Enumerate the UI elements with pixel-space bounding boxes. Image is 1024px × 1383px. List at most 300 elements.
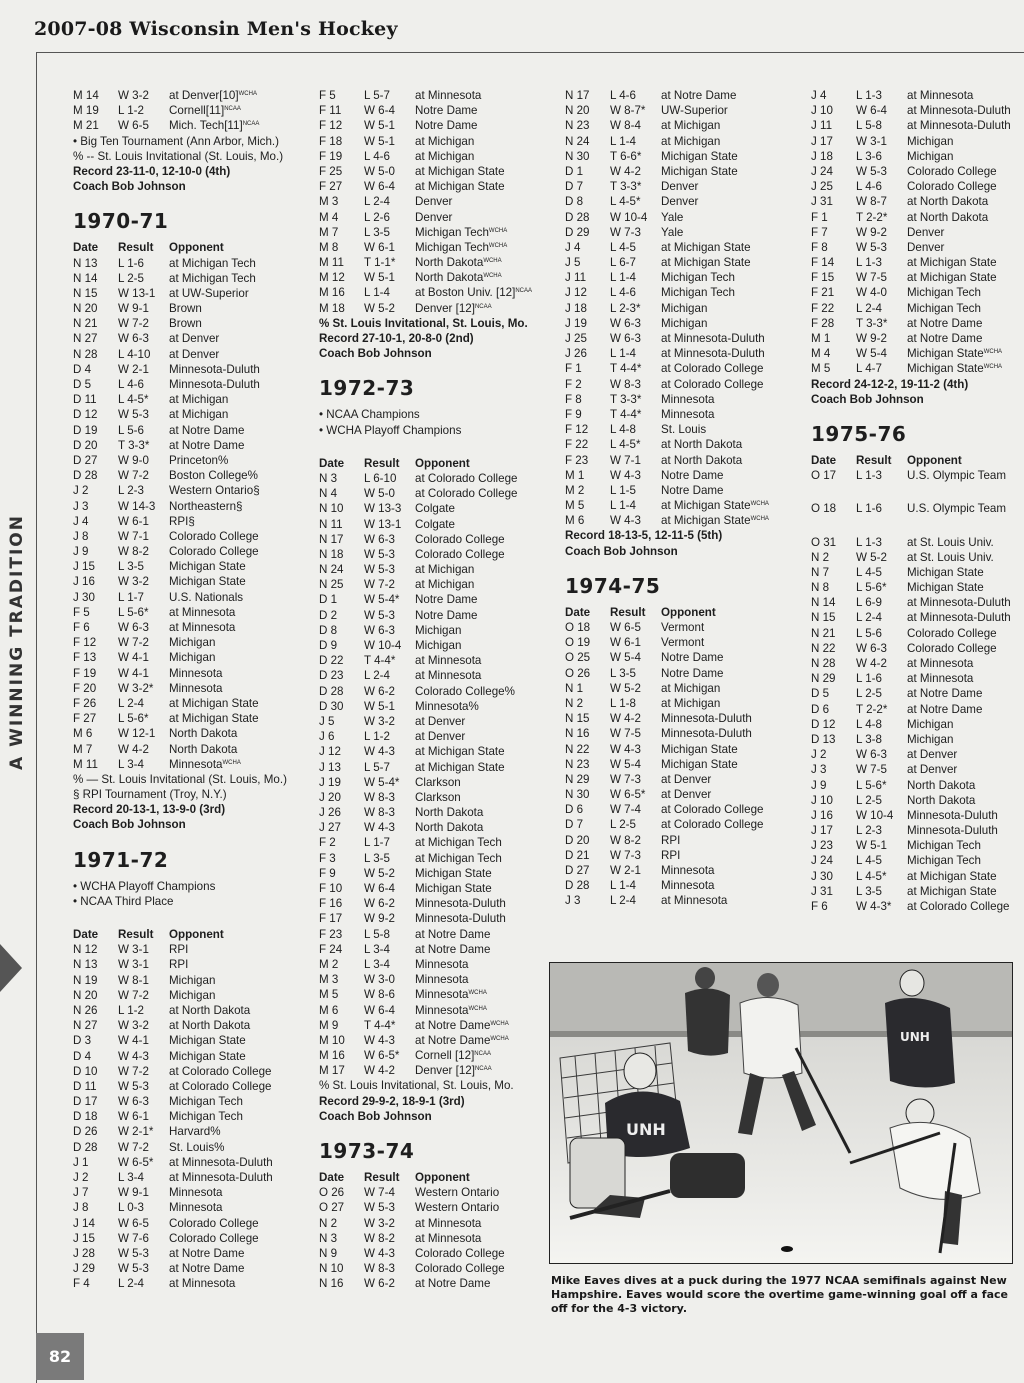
opponent-name: at Notre Dame xyxy=(415,1018,491,1032)
season-summary: Record 20-13-1, 13-9-0 (3rd) xyxy=(73,803,226,817)
game-result: W 6-2 xyxy=(364,897,395,911)
game-result: L 3-5 xyxy=(118,560,144,574)
game-row xyxy=(565,833,795,848)
season-summary: Record 18-13-5, 12-11-5 (5th) xyxy=(565,529,723,543)
game-opponent xyxy=(169,1276,235,1291)
game-row xyxy=(565,331,795,346)
game-date: D 26 xyxy=(73,1125,98,1139)
game-row xyxy=(565,696,795,711)
game-row xyxy=(73,407,303,422)
game-row xyxy=(73,1049,303,1064)
opponent-name: at Minnesota-Duluth xyxy=(907,119,1011,133)
game-row xyxy=(565,453,795,468)
game-result: T 4-4* xyxy=(610,407,642,421)
game-result: W 7-5 xyxy=(856,763,887,777)
game-row xyxy=(811,194,1021,209)
game-row xyxy=(73,1276,303,1291)
game-opponent xyxy=(661,483,724,498)
game-date: J 4 xyxy=(73,514,89,528)
game-row xyxy=(565,118,795,133)
game-result: W 5-2 xyxy=(610,681,641,695)
game-date: N 22 xyxy=(565,742,590,756)
game-date: F 3 xyxy=(319,851,336,865)
game-opponent xyxy=(415,1170,470,1185)
opponent-name: Michigan xyxy=(907,149,954,163)
game-opponent xyxy=(169,927,224,942)
game-opponent xyxy=(415,562,474,577)
game-result: W 6-3 xyxy=(610,332,641,345)
game-opponent xyxy=(661,149,738,164)
game-row xyxy=(319,927,549,942)
opponent-name: at Minnesota xyxy=(169,1277,236,1291)
opponent-name: Minnesota-Duluth xyxy=(169,362,260,376)
game-result: L 5-7 xyxy=(364,89,390,102)
opponent-name: at Minnesota-Duluth xyxy=(169,1171,273,1184)
game-opponent xyxy=(415,653,481,668)
game-result: W 8-3 xyxy=(610,377,641,391)
game-row xyxy=(319,194,549,209)
opponent-name: at Notre Dame xyxy=(415,927,491,941)
game-opponent xyxy=(661,422,706,437)
game-date: M 4 xyxy=(319,210,339,224)
game-opponent xyxy=(169,605,235,620)
game-row xyxy=(811,793,1021,808)
opponent-name: Opponent xyxy=(415,456,470,470)
game-row xyxy=(811,149,1021,164)
game-date: N 27 xyxy=(73,332,98,346)
opponent-name: at Minnesota xyxy=(169,621,236,634)
game-opponent xyxy=(415,1048,491,1063)
game-result: L 4-5* xyxy=(856,869,887,883)
game-tag: WCHA xyxy=(483,273,502,280)
game-opponent xyxy=(907,550,994,565)
game-date: F 19 xyxy=(319,149,343,163)
opponent-name: St. Louis xyxy=(661,423,707,437)
game-opponent xyxy=(907,869,997,884)
game-opponent xyxy=(415,820,483,835)
opponent-name: North Dakota xyxy=(169,727,238,741)
game-date: J 8 xyxy=(73,1201,89,1215)
game-row xyxy=(811,240,1021,255)
game-result: W 5-2 xyxy=(856,550,887,564)
game-result: W 6-3 xyxy=(610,316,641,330)
opponent-name: Western Ontario xyxy=(415,1201,500,1215)
game-row xyxy=(319,1185,549,1200)
opponent-name: at Minnesota xyxy=(907,657,974,670)
game-row xyxy=(811,869,1021,884)
game-opponent xyxy=(907,240,944,255)
game-date: J 10 xyxy=(811,793,833,807)
game-row xyxy=(565,88,795,103)
game-row xyxy=(319,729,549,744)
game-opponent xyxy=(907,808,998,823)
season-note: % St. Louis Invitational, St. Louis, Mo. xyxy=(319,1079,514,1093)
game-result: L 1-4 xyxy=(610,499,636,513)
season-summary: Record 24-12-2, 19-11-2 (4th) xyxy=(811,377,969,391)
game-result: W 13-1 xyxy=(118,286,156,300)
game-row xyxy=(73,1261,303,1276)
game-opponent xyxy=(169,1216,259,1231)
opponent-name: at Michigan State xyxy=(169,712,259,726)
game-result: L 6-10 xyxy=(364,471,397,485)
season-heading: 1971-72 xyxy=(73,847,169,872)
game-date: J 23 xyxy=(811,839,833,853)
opponent-name: at Michigan Tech xyxy=(415,851,502,865)
game-result: L 2-4 xyxy=(118,696,144,710)
game-opponent xyxy=(169,1033,246,1048)
game-result: L 5-7 xyxy=(364,760,390,774)
game-opponent xyxy=(661,225,683,240)
opponent-name: at Michigan State xyxy=(907,869,997,883)
game-row xyxy=(811,501,1021,516)
game-result: L 1-7 xyxy=(364,836,390,850)
game-date: F 17 xyxy=(319,912,343,926)
game-opponent xyxy=(907,225,944,240)
game-result: W 4-3 xyxy=(118,1049,149,1063)
game-opponent xyxy=(661,696,720,711)
season-summary: Record 27-10-1, 20-8-0 (2nd) xyxy=(319,332,474,345)
game-date: D 22 xyxy=(319,654,344,668)
game-row xyxy=(73,88,303,103)
opponent-name: Notre Dame xyxy=(661,468,724,482)
game-opponent xyxy=(169,544,259,559)
game-date: J 24 xyxy=(811,854,833,868)
game-date: J 25 xyxy=(565,332,587,345)
game-opponent xyxy=(415,911,506,926)
game-date: J 1 xyxy=(73,1155,89,1169)
opponent-name: at North Dakota xyxy=(661,438,743,452)
game-date: M 19 xyxy=(73,104,99,118)
game-opponent xyxy=(907,194,988,209)
game-opponent xyxy=(661,453,742,468)
game-opponent xyxy=(169,559,246,574)
game-result: L 2-5 xyxy=(856,687,882,701)
game-date: N 23 xyxy=(565,757,590,771)
season-summary: Coach Bob Johnson xyxy=(565,544,678,558)
game-date: J 31 xyxy=(811,884,833,898)
opponent-name: Michigan State xyxy=(415,882,492,895)
opponent-name: North Dakota xyxy=(907,778,976,792)
game-opponent xyxy=(169,1231,259,1246)
game-date: J 15 xyxy=(73,1231,95,1245)
game-opponent xyxy=(907,565,984,580)
game-date: N 30 xyxy=(565,788,590,802)
game-tag: WCHA xyxy=(238,91,257,97)
game-row xyxy=(565,255,795,270)
game-row xyxy=(565,483,795,498)
game-result: W 8-2 xyxy=(118,545,149,559)
game-opponent xyxy=(169,1003,250,1018)
game-opponent xyxy=(169,118,259,133)
game-result: L 1-4 xyxy=(364,286,390,300)
game-result: W 7-5 xyxy=(856,271,887,285)
game-result: Result xyxy=(118,241,154,255)
game-opponent xyxy=(415,592,478,607)
game-date: J 9 xyxy=(73,545,89,559)
game-result: W 3-0 xyxy=(364,973,395,987)
game-result: W 6-4 xyxy=(856,104,887,118)
game-date: D 2 xyxy=(319,608,338,622)
game-opponent xyxy=(661,210,683,225)
opponent-name: at Notre Dame xyxy=(907,332,983,345)
game-opponent xyxy=(169,453,228,468)
season-heading: 1975-76 xyxy=(811,421,907,446)
game-row xyxy=(565,666,795,681)
game-row xyxy=(811,762,1021,777)
game-opponent xyxy=(169,392,228,407)
opponent-name: Notre Dame xyxy=(415,608,478,622)
game-opponent xyxy=(169,681,223,696)
game-date: Date xyxy=(73,928,99,941)
game-result: L 5-6 xyxy=(856,626,882,640)
game-row xyxy=(319,714,549,729)
game-opponent xyxy=(907,778,975,793)
game-row xyxy=(319,562,549,577)
opponent-name: Michigan State xyxy=(415,866,492,880)
game-row xyxy=(319,240,549,255)
game-row xyxy=(73,483,303,498)
opponent-name: Harvard% xyxy=(169,1125,221,1139)
game-date: D 5 xyxy=(73,378,92,391)
game-result: W 3-2 xyxy=(118,1019,149,1033)
game-opponent xyxy=(415,729,465,744)
game-row xyxy=(319,285,549,300)
game-opponent xyxy=(169,726,237,741)
game-opponent xyxy=(907,501,1006,516)
season-heading: 1972-73 xyxy=(319,376,415,401)
game-result: W 7-2 xyxy=(118,636,149,650)
game-opponent xyxy=(169,988,215,1003)
game-row xyxy=(811,853,1021,868)
game-opponent xyxy=(415,987,487,1002)
opponent-name: at Michigan xyxy=(415,134,475,148)
game-opponent xyxy=(907,732,953,747)
game-date: M 11 xyxy=(73,757,98,771)
opponent-name: RPI xyxy=(661,833,681,847)
game-result: W 7-4 xyxy=(364,1186,395,1200)
opponent-name: at Minnesota xyxy=(907,89,974,102)
game-date: M 5 xyxy=(811,362,831,376)
game-opponent xyxy=(661,711,752,726)
game-opponent xyxy=(907,270,997,285)
game-result: W 6-3 xyxy=(364,623,395,637)
game-result: L 5-8 xyxy=(364,927,390,941)
game-opponent xyxy=(169,316,202,331)
game-row xyxy=(319,790,549,805)
opponent-name: Colorado College xyxy=(907,626,997,640)
game-opponent xyxy=(907,853,981,868)
game-date: J 16 xyxy=(811,808,833,822)
opponent-name: RPI§ xyxy=(169,514,195,528)
game-opponent xyxy=(661,88,736,103)
opponent-name: at Michigan Tech xyxy=(169,271,256,285)
game-opponent xyxy=(661,103,728,118)
game-opponent xyxy=(415,134,474,149)
game-opponent xyxy=(415,301,492,316)
game-row xyxy=(73,1109,303,1124)
game-opponent xyxy=(661,377,763,392)
game-row xyxy=(73,499,303,514)
game-row xyxy=(565,635,795,650)
game-opponent xyxy=(661,118,720,133)
game-result: W 3-2 xyxy=(364,714,395,728)
game-row xyxy=(319,270,549,285)
game-row xyxy=(73,590,303,605)
opponent-name: at North Dakota xyxy=(661,453,743,467)
game-opponent xyxy=(415,957,469,972)
opponent-name: Minnesota-Duluth xyxy=(907,824,998,838)
game-opponent xyxy=(415,471,517,486)
game-row xyxy=(73,256,303,271)
game-result: W 6-5 xyxy=(118,119,149,133)
opponent-name: Notre Dame xyxy=(415,593,478,607)
game-opponent xyxy=(169,438,244,453)
game-result: W 6-2 xyxy=(364,1277,395,1291)
game-opponent xyxy=(907,88,973,103)
opponent-name: Denver xyxy=(661,195,699,209)
game-row xyxy=(319,1261,549,1276)
game-opponent xyxy=(415,972,469,987)
game-opponent xyxy=(907,103,1011,118)
game-opponent xyxy=(661,437,742,452)
game-date: D 20 xyxy=(73,438,98,452)
game-result: W 6-4 xyxy=(364,104,395,118)
opponent-name: at Michigan State xyxy=(415,745,505,759)
game-row xyxy=(73,331,303,346)
game-opponent xyxy=(661,893,727,908)
game-opponent xyxy=(907,255,997,270)
season-summary: % St. Louis Invitational, St. Louis, Mo. xyxy=(319,316,528,330)
game-tag: WCHA xyxy=(490,1020,509,1027)
game-row xyxy=(565,742,795,757)
opponent-name: at Colorado College xyxy=(661,803,764,817)
game-result: W 8-7* xyxy=(610,104,646,118)
game-row xyxy=(565,285,795,300)
game-opponent xyxy=(169,666,223,681)
game-row xyxy=(811,255,1021,270)
game-opponent xyxy=(169,942,188,957)
game-date: J 2 xyxy=(811,748,827,762)
game-row xyxy=(73,650,303,665)
game-row xyxy=(319,1231,549,1246)
season-note: % — St. Louis Invitational (St. Louis, Mo.) xyxy=(73,772,287,786)
game-date: M 16 xyxy=(319,1049,345,1063)
game-result: Result xyxy=(364,456,400,470)
game-opponent xyxy=(169,103,241,118)
game-row xyxy=(811,686,1021,701)
game-result: W 7-2 xyxy=(118,1140,149,1154)
opponent-name: Michigan State xyxy=(907,347,984,361)
opponent-name: at UW-Superior xyxy=(169,286,249,300)
game-result: Result xyxy=(118,928,154,941)
opponent-name: Colgate xyxy=(415,517,455,531)
game-opponent xyxy=(661,285,735,300)
game-row xyxy=(73,1003,303,1018)
opponent-name: Minnesota xyxy=(661,879,715,893)
game-date: D 6 xyxy=(565,803,584,817)
game-row xyxy=(811,331,1021,346)
game-opponent xyxy=(661,742,738,757)
game-opponent xyxy=(415,240,507,255)
game-row xyxy=(565,437,795,452)
game-result: L 4-7 xyxy=(856,362,882,376)
opponent-name: Clarkson xyxy=(415,790,461,804)
opponent-name: Michigan xyxy=(415,639,462,652)
game-date: J 11 xyxy=(565,271,587,285)
game-date: O 17 xyxy=(811,469,837,483)
game-date: M 11 xyxy=(319,256,344,270)
game-result: W 5-2 xyxy=(364,301,395,315)
game-date: M 6 xyxy=(565,514,585,528)
game-date: M 18 xyxy=(319,301,345,315)
game-date: O 18 xyxy=(565,621,591,634)
opponent-name: at Michigan xyxy=(169,408,229,422)
game-date: J 30 xyxy=(73,590,95,604)
opponent-name: Colorado College xyxy=(169,545,259,559)
game-row xyxy=(319,775,549,790)
game-opponent xyxy=(169,1185,223,1200)
game-row xyxy=(73,271,303,286)
game-row xyxy=(811,468,1021,483)
opponent-name: Notre Dame xyxy=(415,104,478,118)
game-row xyxy=(73,1079,303,1094)
game-date: O 31 xyxy=(811,535,837,549)
game-date: J 13 xyxy=(319,760,341,774)
opponent-name: at Michigan xyxy=(661,134,721,148)
game-date: M 2 xyxy=(565,483,585,497)
game-date: J 17 xyxy=(811,134,833,148)
game-result: W 4-2 xyxy=(364,1064,395,1078)
game-row xyxy=(811,626,1021,641)
table-header-row xyxy=(565,605,795,620)
game-row xyxy=(319,471,549,486)
game-opponent xyxy=(907,331,982,346)
game-row xyxy=(319,942,549,957)
game-date: F 6 xyxy=(811,900,828,913)
opponent-name: U.S. Olympic Team xyxy=(907,469,1006,483)
game-result: W 8-6 xyxy=(364,988,395,1002)
game-opponent xyxy=(415,1063,492,1078)
opponent-name: U.S. Nationals xyxy=(169,590,244,604)
game-date: J 17 xyxy=(811,824,833,838)
game-result: W 5-3 xyxy=(364,547,395,561)
game-date: N 13 xyxy=(73,958,98,972)
game-date: F 7 xyxy=(811,225,828,239)
game-opponent xyxy=(415,255,502,270)
game-opponent xyxy=(907,134,953,149)
game-result: W 4-3 xyxy=(610,514,641,528)
game-date: D 28 xyxy=(565,210,590,224)
game-date: M 5 xyxy=(565,499,585,513)
game-result: L 3-5 xyxy=(610,666,636,680)
game-opponent xyxy=(415,532,505,547)
game-result: W 3-2 xyxy=(118,89,149,102)
game-date: J 2 xyxy=(73,484,89,498)
game-result: W 5-0 xyxy=(364,487,395,501)
game-row xyxy=(811,656,1021,671)
game-opponent xyxy=(169,635,215,650)
game-opponent xyxy=(661,757,738,772)
game-opponent xyxy=(415,1003,487,1018)
game-result: W 2-1 xyxy=(610,864,641,877)
game-row xyxy=(319,881,549,896)
opponent-name: North Dakota xyxy=(415,271,484,285)
game-opponent xyxy=(169,1261,244,1276)
game-row xyxy=(811,88,1021,103)
game-date: J 6 xyxy=(319,730,335,744)
game-opponent xyxy=(661,848,680,863)
game-result: W 7-2 xyxy=(364,578,395,592)
